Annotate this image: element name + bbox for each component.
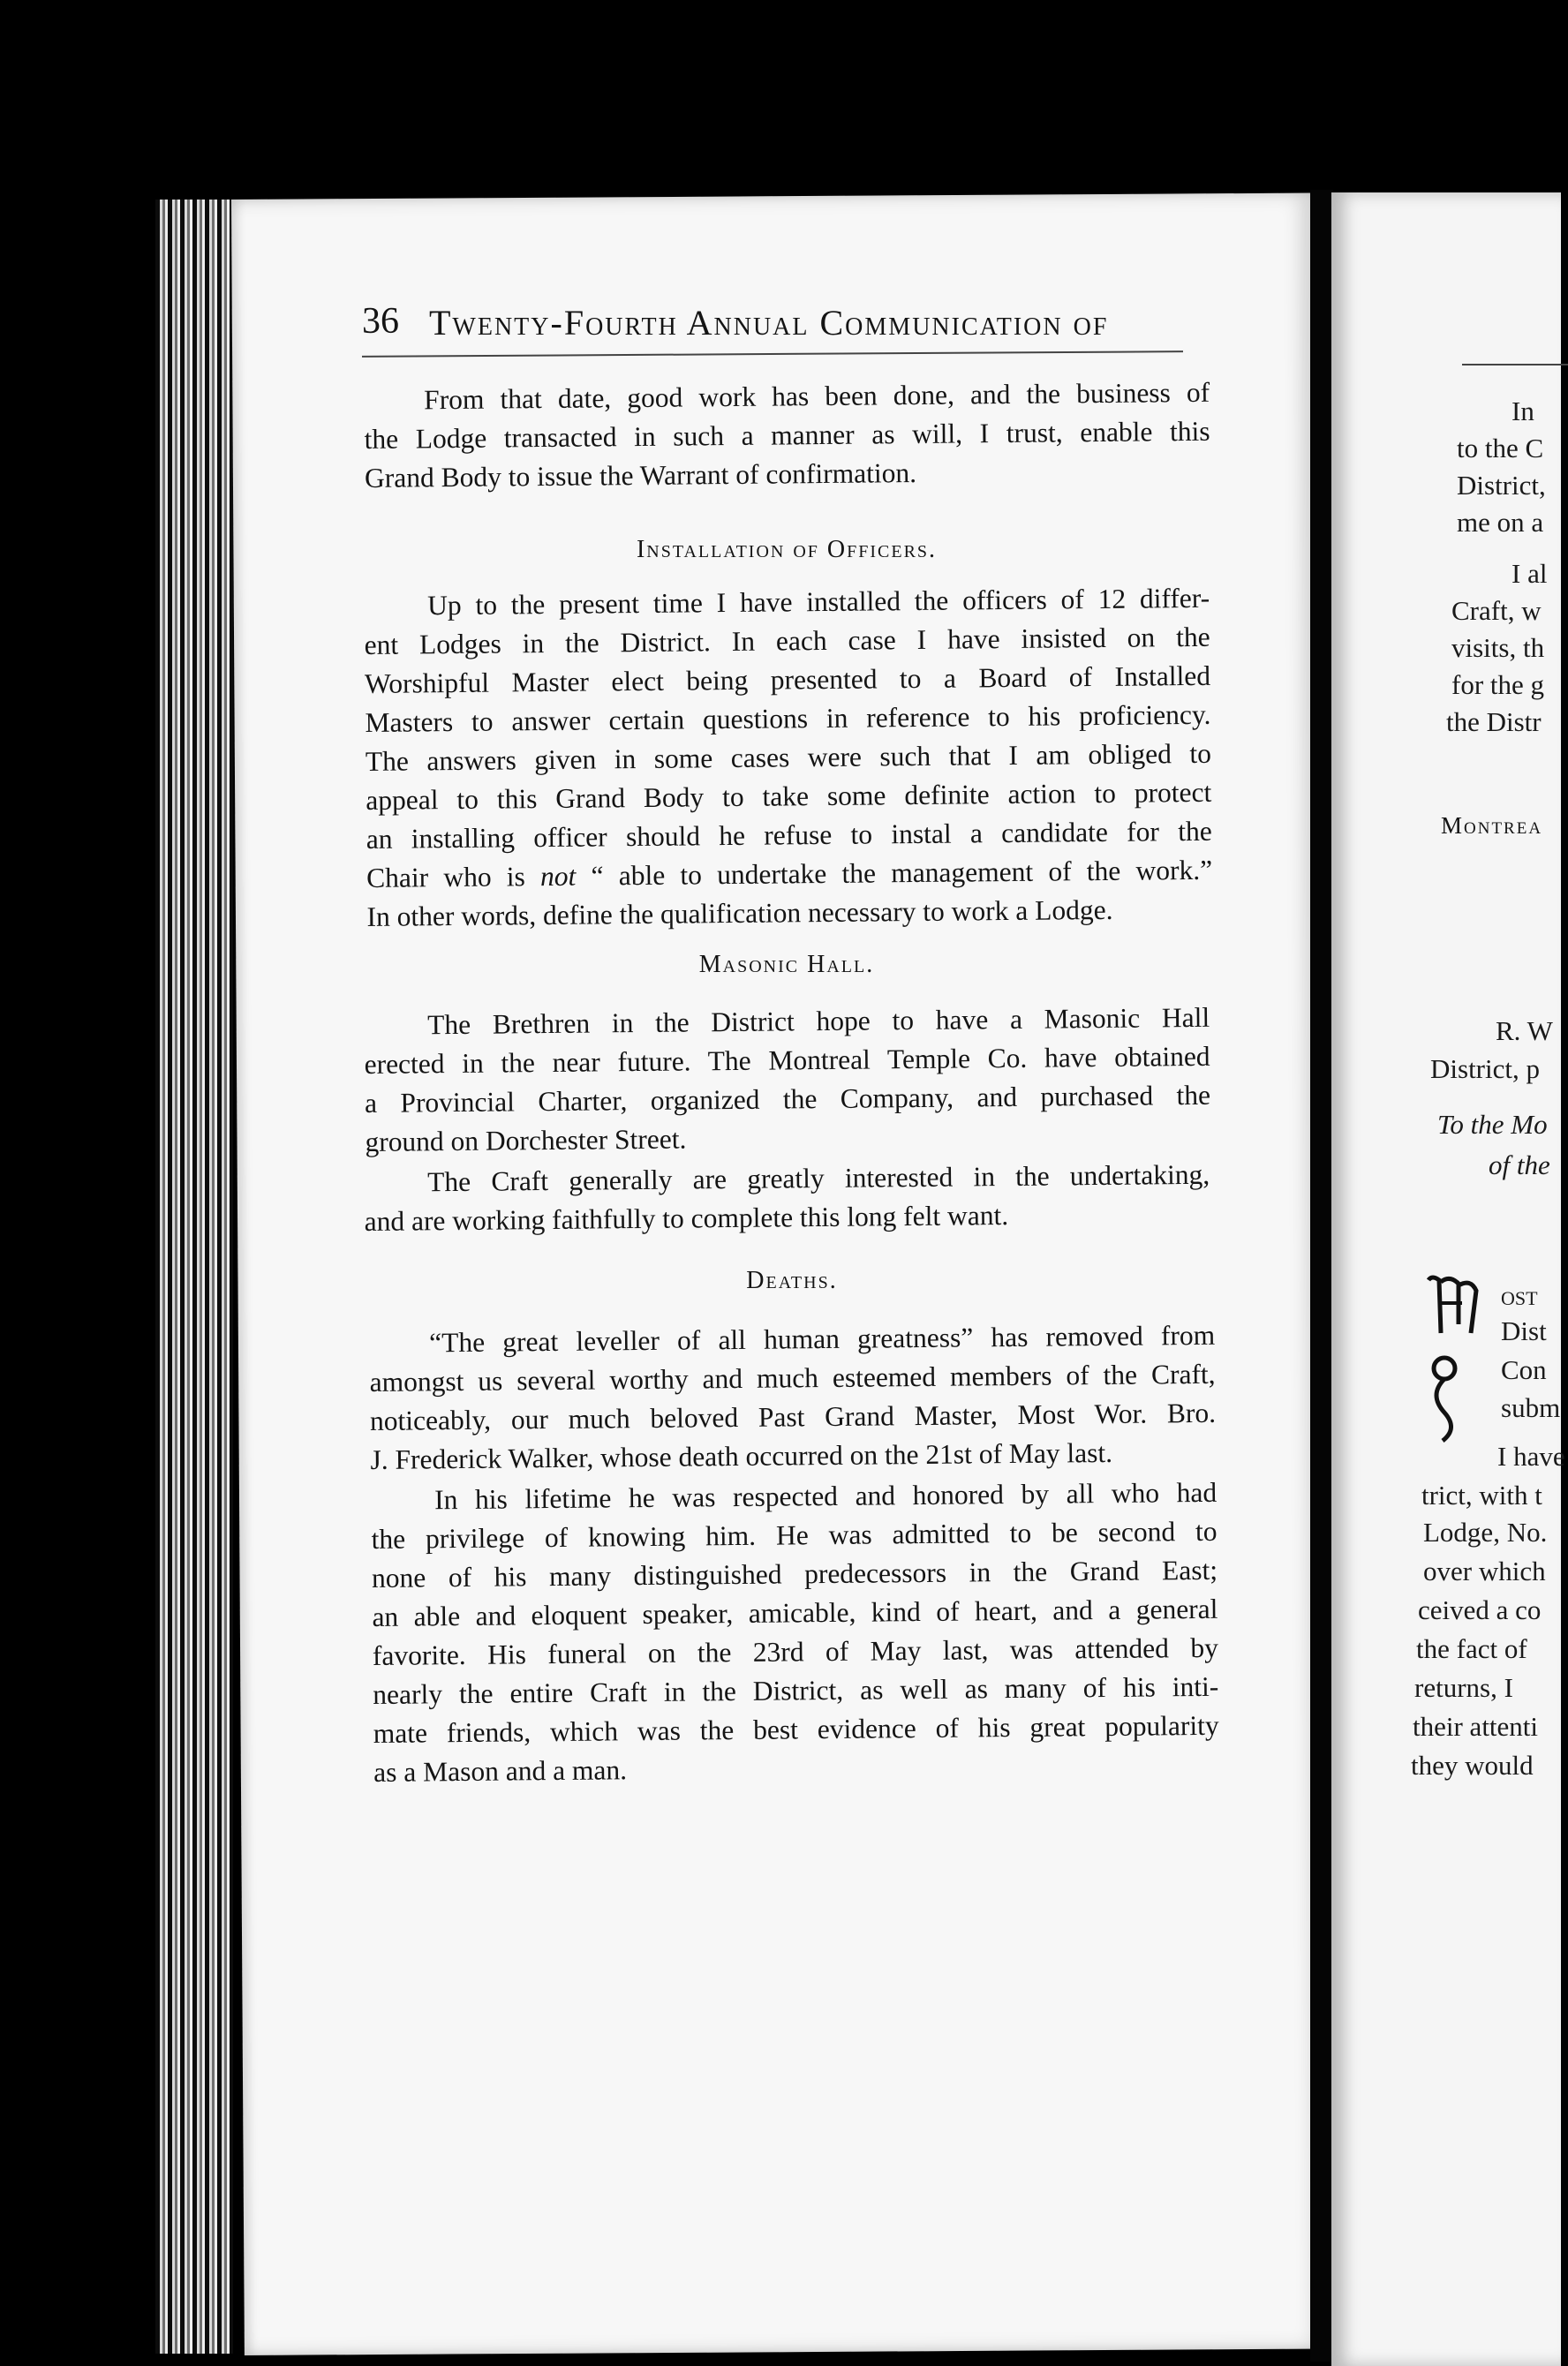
masonic-hall-paragraph-1 — [364, 998, 1211, 1162]
right-fragment: I al — [1511, 558, 1548, 589]
right-fragment: returns, I — [1414, 1672, 1513, 1703]
text-line: an installing officer should he refuse to instal a candidate for the — [366, 815, 1212, 855]
text-line: and are working faithfully to complete this long felt want. — [364, 1199, 1009, 1237]
page-number: 36 — [362, 301, 399, 342]
right-fragment: the fact of — [1416, 1633, 1527, 1664]
text-line: amongst us several worthy and much esteemed members of the Craft, — [369, 1358, 1216, 1398]
text-line: noticeably, our much beloved Past Grand Master, Most Wor. Bro. — [369, 1397, 1217, 1436]
decorative-initial-m — [1423, 1271, 1483, 1448]
right-fragment: trict, with t — [1421, 1480, 1542, 1511]
right-fragment: visits, th — [1451, 632, 1545, 663]
text-line: erected in the near future. The Montreal Temple Co. have obtained — [364, 1040, 1210, 1080]
text-line: “The great leveller of all human greatness” has removed from — [429, 1319, 1216, 1359]
page-edges — [155, 200, 233, 2354]
text-line: From that date, good work has been done, and the business of — [424, 376, 1210, 416]
text-line: an able and eloquent speaker, amicable, kind of heart, and a general — [372, 1593, 1218, 1632]
book-gutter — [1310, 190, 1333, 2362]
right-initial-line: subm — [1501, 1392, 1561, 1423]
text-line: In other words, define the qualification necessary to work a Lodge. — [366, 893, 1113, 932]
text-fragment: Chair who is — [366, 861, 541, 893]
text-line: the privilege of knowing him. He was admitted to be second to — [371, 1515, 1217, 1555]
text-line: The Craft generally are greatly interested in the undertaking, — [427, 1158, 1210, 1198]
right-initial-line: Con — [1501, 1354, 1547, 1385]
right-page-heading: Montrea — [1441, 812, 1543, 839]
right-fragment: me on a — [1457, 507, 1544, 538]
text-line: The answers given in some cases were such that I am obliged to — [365, 737, 1212, 777]
right-address-line: District, p — [1430, 1053, 1540, 1084]
section-heading-installation: Installation of Officers. — [636, 536, 938, 563]
masonic-hall-paragraph-2 — [364, 1156, 1210, 1241]
right-fragment: over which — [1423, 1556, 1546, 1586]
right-fragment: to the C — [1457, 433, 1544, 463]
right-fragment: they would — [1411, 1750, 1534, 1781]
right-salutation-line: of the — [1489, 1149, 1550, 1180]
right-fragment: ceived a co — [1418, 1594, 1542, 1625]
right-fragment: their attenti — [1413, 1711, 1539, 1742]
installation-paragraph — [364, 579, 1213, 937]
text-line: Worshipful Master elect being presented to a Board of Installed — [364, 659, 1211, 699]
text-line: ground on Dorchester Street. — [365, 1123, 687, 1157]
text-line: Grand Body to issue the Warrant of confirmation. — [364, 456, 917, 494]
text-line: favorite. His funeral on the 23rd of May last, was attended by — [372, 1631, 1219, 1671]
text-line: a Provincial Charter, organized the Company, and purchased the — [364, 1079, 1211, 1119]
text-line: none of his many distinguished predecessors in the Grand East; — [371, 1554, 1218, 1594]
right-initial-line: ost — [1501, 1280, 1538, 1311]
page-header — [362, 293, 1165, 355]
text-line: The Brethren in the District hope to have a Masonic Hall — [427, 1001, 1210, 1041]
right-fragment: the Distr — [1446, 706, 1542, 737]
emphasis-not: not — [539, 860, 577, 893]
text-line: the Lodge transacted in such a manner as will, I trust, enable this — [364, 415, 1210, 455]
text-line: appeal to this Grand Body to take some definite action to protect — [366, 776, 1212, 816]
text-line: In his lifetime he was respected and honored by all who had — [434, 1476, 1217, 1516]
right-fragment: for the g — [1451, 669, 1545, 700]
right-salutation-line: To the Mo — [1437, 1109, 1548, 1140]
right-fragment: I have — [1497, 1441, 1565, 1472]
text-line: Masters to answer certain questions in reference to his proficiency. — [365, 698, 1211, 738]
right-fragment: In — [1511, 396, 1534, 426]
section-heading-deaths: Deaths. — [746, 1267, 838, 1294]
text-line: mate friends, which was the best evidence of his great popularity — [373, 1709, 1219, 1749]
text-line: as a Mason and a man. — [373, 1754, 628, 1788]
deaths-paragraph-1 — [369, 1316, 1217, 1480]
right-fragment: District, — [1457, 470, 1546, 501]
text-line: ent Lodges in the District. In each case I have insisted on the — [364, 621, 1210, 660]
text-fragment: “ able to undertake the management of the work.” — [576, 854, 1213, 892]
text-line: nearly the entire Craft in the District, as well as many of his inti- — [373, 1670, 1219, 1710]
right-page-header-rule — [1462, 364, 1568, 365]
right-address-line: R. W — [1496, 1015, 1553, 1046]
right-fragment: Lodge, No. — [1423, 1517, 1548, 1548]
right-initial-line: Dist — [1501, 1315, 1547, 1346]
intro-paragraph — [364, 373, 1210, 498]
deaths-paragraph-2 — [371, 1473, 1219, 1792]
section-heading-masonic-hall: Masonic Hall. — [698, 951, 875, 978]
text-line: J. Frederick Walker, whose death occurred on the 21st of May last. — [370, 1436, 1113, 1475]
text-line: Up to the present time I have installed the officers of 12 differ- — [427, 582, 1210, 622]
right-fragment: Craft, w — [1451, 595, 1542, 626]
running-head: Twenty-Fourth Annual Communication of — [429, 303, 1109, 343]
